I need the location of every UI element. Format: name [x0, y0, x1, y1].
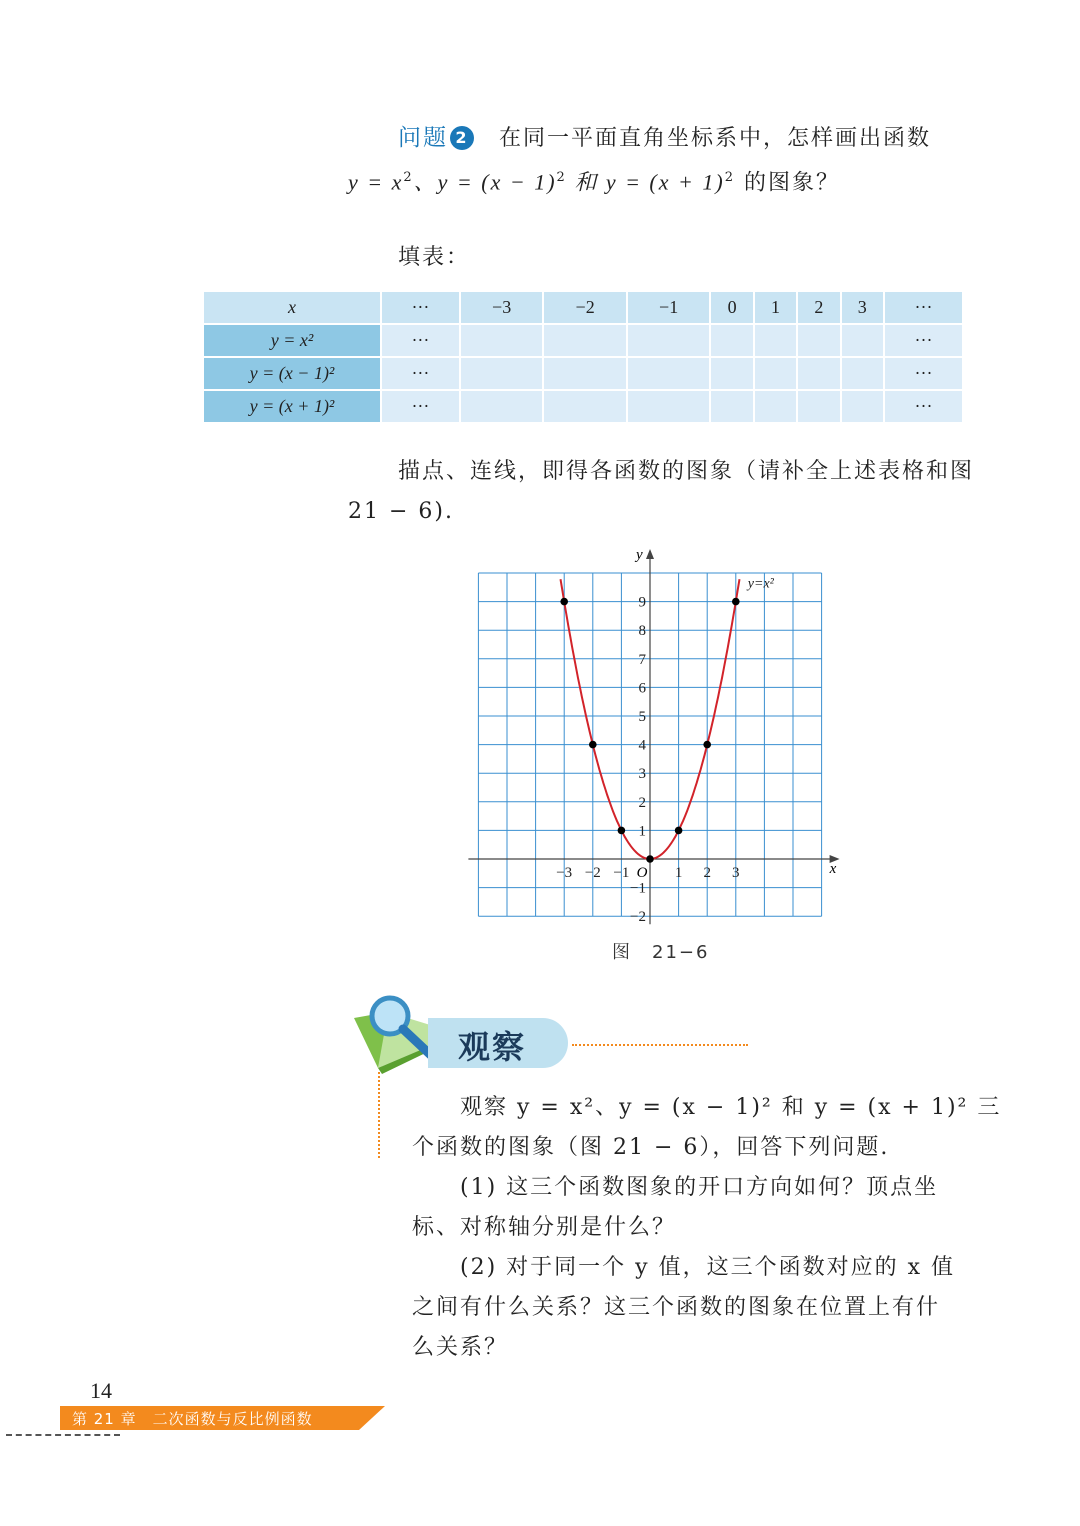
observe-q2-line-2: 之间有什么关系？这三个函数的图象在位置上有什	[412, 1295, 941, 1320]
table-cell: 0	[710, 291, 753, 324]
x-tick-label: −3	[556, 865, 573, 881]
y-axis-label: y	[636, 547, 643, 563]
y-tick-label: 2	[638, 794, 646, 811]
table-cell: ···	[884, 357, 963, 390]
y-tick-label: 1	[638, 823, 646, 840]
y-tick-label: 7	[638, 651, 646, 668]
problem-line-2: $y = x^2$、$y = (x - 1)^2$ 和 $y = (x + 1)^2$ 的图象？	[348, 169, 840, 196]
y-tick-label: 6	[638, 680, 646, 697]
figure-caption: 图 21−6	[612, 942, 710, 963]
observe-dotted-side	[378, 1072, 380, 1158]
y-tick-label: 9	[638, 594, 646, 611]
table-row	[203, 390, 963, 423]
table-cell: ···	[884, 291, 963, 324]
table-cell: ···	[381, 324, 460, 357]
problem-heading	[398, 118, 931, 159]
table-cell: x	[203, 291, 381, 324]
x-tick-label: 2	[703, 865, 711, 881]
problem-line-1: 在同一平面直角坐标系中，怎样画出函数	[499, 126, 932, 151]
table-header-row	[203, 291, 963, 324]
instruction-line-2: 21 − 6).	[348, 499, 454, 524]
problem-label: 问题	[398, 125, 448, 151]
observe-title: 观察	[458, 1028, 527, 1066]
parabola-chart	[440, 545, 860, 930]
observe-dotted-rule	[572, 1044, 748, 1046]
origin-label: O	[636, 865, 648, 881]
table-cell: ···	[884, 324, 963, 357]
table-row	[203, 324, 963, 357]
table-cell: 3	[841, 291, 884, 324]
table-cell: 2	[797, 291, 840, 324]
x-axis-label: x	[829, 861, 837, 877]
observe-q1-line-2: 标、对称轴分别是什么？	[412, 1215, 677, 1240]
y-tick-label: 4	[638, 737, 646, 754]
table-row-label: y = x²	[203, 324, 381, 357]
table-cell: 1	[754, 291, 797, 324]
observe-p1-line-2: 个函数的图象（图 21 − 6），回答下列问题.	[412, 1135, 890, 1160]
chapter-title: 第 21 章 二次函数与反比例函数	[72, 1410, 313, 1428]
x-tick-label: 1	[674, 865, 683, 881]
y-tick-label: 3	[638, 766, 646, 783]
x-tick-label: −2	[584, 865, 601, 881]
table-cell: ···	[381, 390, 460, 423]
observe-p1-line-1: 观察 y = x²、y = (x − 1)² 和 y = (x + 1)² 三	[460, 1095, 1002, 1120]
table-cell: −2	[543, 291, 627, 324]
value-table	[202, 290, 964, 424]
y-tick-label: −1	[630, 880, 646, 897]
observe-q1-line-1: (1) 这三个函数图象的开口方向如何？顶点坐	[460, 1175, 939, 1200]
data-point	[618, 827, 626, 835]
table-cell: ···	[884, 390, 963, 423]
table-cell: −1	[627, 291, 711, 324]
table-row-label: y = (x − 1)²	[203, 357, 381, 390]
curve-label: y=x²	[747, 576, 774, 592]
data-point	[560, 598, 568, 606]
x-tick-label: 3	[732, 865, 740, 881]
page-number: 14	[90, 1378, 112, 1403]
data-point	[589, 741, 597, 749]
y-tick-label: 8	[638, 623, 646, 640]
y-axis-arrow	[646, 549, 654, 559]
instruction-line-1: 描点、连线，即得各函数的图象（请补全上述表格和图	[398, 459, 975, 484]
table-cell: −3	[460, 291, 544, 324]
observe-q2-line-3: 么关系？	[412, 1335, 509, 1360]
fill-table-label: 填表：	[398, 245, 471, 270]
data-point	[732, 598, 740, 606]
problem-number-badge: 2	[450, 126, 474, 150]
observe-q2-line-1: (2) 对于同一个 y 值，这三个函数对应的 x 值	[460, 1255, 955, 1280]
y-tick-label: 5	[638, 709, 646, 725]
table-row	[203, 357, 963, 390]
data-point	[675, 827, 683, 835]
y-tick-label: −2	[630, 909, 646, 926]
table-cell: ···	[381, 291, 460, 324]
table-cell: ···	[381, 357, 460, 390]
table-row-label: y = (x + 1)²	[203, 390, 381, 423]
x-tick-label: −1	[613, 865, 630, 881]
data-point	[646, 855, 654, 863]
data-point	[703, 741, 711, 749]
footer-dotted-rule	[6, 1434, 120, 1436]
